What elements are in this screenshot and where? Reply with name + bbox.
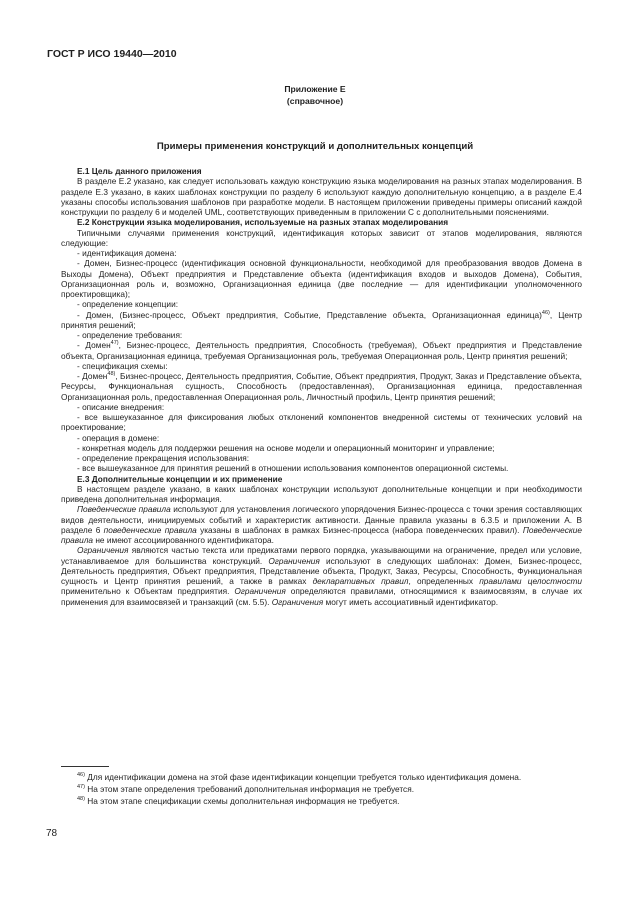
section-title: Примеры применения конструкций и дополнительных концепций	[156, 141, 474, 152]
footnotes	[61, 771, 582, 807]
paragraph-text: используют для установления логического упорядочения Бизнес-процесса с точки зрения составляющих видов деятельности, инициируемых событий и характеристик активности. Данные правила указаны в 6.3.5 и приложении А. В разделе 6	[61, 504, 582, 535]
footnote	[61, 795, 582, 807]
paragraph-text: не имеют ассоциированного идентификатора.	[93, 535, 274, 545]
term-italic: правилами целостности	[479, 576, 583, 586]
paragraph-e3-2	[61, 504, 582, 545]
footnote-ref-46[interactable]: 46)	[541, 309, 550, 316]
paragraph-text: , определенных	[408, 576, 480, 586]
footnote-ref-47[interactable]: 47)	[110, 340, 119, 347]
document-body	[61, 166, 582, 607]
list-item: - определение прекращения использования:	[77, 453, 250, 463]
list-item: - идентификация домена:	[77, 248, 177, 258]
footnote	[61, 771, 582, 783]
term-italic: Ограничения	[268, 555, 320, 566]
list-item: - определение концепции:	[77, 299, 179, 310]
page-number: 78	[46, 828, 58, 839]
appendix-title: Приложение Е	[284, 84, 346, 94]
list-item: - конкретная модель для поддержки решения на основе модели и операционный мониторинг и управление;	[77, 442, 495, 453]
footnote-text: На этом этапе спецификации схемы дополнительная информация не требуется.	[84, 796, 400, 806]
list-item: - описание внедрения:	[77, 401, 165, 412]
paragraph-e3-3	[61, 545, 582, 607]
footnote-mark: 48)	[77, 796, 85, 803]
paragraph-text: могут иметь ассоциативный идентификатор.	[323, 596, 499, 607]
paragraph-text: указаны в шаблонах в рамках Бизнес-процесса (набора поведенческих правил).	[196, 524, 523, 535]
term-italic: декларативных правил	[312, 576, 409, 586]
term-italic: Ограничения	[234, 586, 286, 597]
term-italic: Ограничения	[271, 596, 324, 607]
paragraph-text: используют в следующих шаблонах: Домен, Бизнес-процесс, Деятельность предприятия, Объект предприятия, Представление объекта, Продукт, Заказ, Ресурсы, Способность, Функциональная сущность и Центр принятия решений, а также в рамках	[61, 555, 582, 586]
list-text: - Домен	[77, 340, 111, 351]
document-header: ГОСТ Р ИСО 19440—2010	[47, 48, 177, 60]
footnote-separator	[61, 766, 109, 767]
term-italic: Ограничения	[77, 545, 129, 556]
term-italic: Поведенческие правила	[77, 504, 171, 515]
list-text: , Бизнес-процесс, Деятельность предприятия, Способность (требуемая), Объект предприятия и Представление объекта, Организационная единица, требуемая Организационная роль, требуемая Операционная роль, Центр принятия решений;	[61, 340, 582, 361]
list-text: , Бизнес-процесс, Деятельность предприятия, Событие, Объект предприятия, Продукт, Заказ и Представление объекта, Ресурсы, Функциональная сущность, Способность (предоставленная), Организационная единица, предоставленная Организационная роль, предоставленная Операционная роль, Личностный профиль, Центр принятия решений;	[61, 371, 582, 402]
paragraph-e3-1: В настоящем разделе указано, в каких шаблонах конструкции используют дополнительные концепции и при необходимости приведена дополнительная информация.	[61, 483, 582, 504]
list-item: - операция в домене:	[77, 432, 160, 443]
paragraph-text: являются частью текста или предикатами первого порядка, указывающими на ограничение, предел или условие, устанавливаемое для большинства конструкций.	[61, 545, 582, 566]
list-item: - спецификация схемы:	[77, 360, 168, 371]
footnote-mark: 47)	[77, 784, 85, 791]
paragraph-text: определяются правилами, относящимися к взаимосвязям, в случае их применения для взаимосвязей и транзакций (см. 5.5).	[61, 586, 583, 607]
list-item: - все вышеуказанное для принятия решений в отношении использования компонентов операционной системы.	[77, 463, 509, 474]
paragraph-text: применительно к Объектам предприятия.	[61, 586, 235, 597]
term-italic: Поведенческие правила	[61, 524, 582, 545]
heading-e2: Е.2 Конструкции языка моделирования, используемые на разных этапах моделирования	[77, 217, 449, 228]
list-text: , Центр принятия решений;	[61, 309, 583, 330]
list-item: - все вышеуказанное для фиксирования любых отклонений компонентов внедренной системы от технических условий на проектирование;	[61, 412, 582, 433]
list-item: - определение требования:	[77, 330, 183, 340]
list-text: - Домен	[77, 371, 108, 381]
paragraph-e2-intro: Типичными случаями применения конструкций, идентификация которых зависит от этапов моделирования, являются следующие:	[61, 227, 582, 248]
footnote-text: Для идентификации домена на этой фазе идентификации концепции требуется только идентификация домена.	[84, 772, 522, 782]
footnote-ref-48[interactable]: 48)	[107, 371, 116, 378]
heading-e3: Е.3 Дополнительные концепции и их применение	[77, 473, 283, 484]
appendix-subtitle: (справочное)	[286, 96, 344, 106]
footnote-mark: 46)	[77, 772, 85, 779]
list-item: - Домен, Бизнес-процесс (идентификация основной функциональности, необходимой для преобразования вводов Домена в Выходы Домена), Объект предприятия и Представление объекта (идентификация входов и выходов Домена), События, Организационная роль и, возможно, Организационная единица (две последние — для идентификации уполномоченного проектировщика);	[61, 258, 582, 299]
list-item	[61, 371, 582, 402]
term-italic: поведенческие правила	[103, 524, 197, 535]
heading-e1: Е.1 Цель данного приложения	[77, 166, 202, 176]
list-text: - Домен, (Бизнес-процесс, Объект предприятия, Событие, Представление объекта, Организационная единица)	[77, 309, 542, 320]
paragraph-e1: В разделе Е.2 указано, как следует использовать каждую конструкцию языка моделирования на разных этапах моделирования. В разделе Е.3 указано, в каких шаблонах конструкции по разделу 6 используют каждую дополнительную концепцию, а в разделе Е.4 указаны способы использования шаблонов при разработке модели. В настоящем приложении приведены примеры описаний каждой конструкции по разделу 6 и моделей UML, соответствующих приведенным в приложении С с дополнительными пояснениями.	[61, 176, 582, 217]
footnote-text: На этом этапе определения требований дополнительная информация не требуется.	[84, 784, 414, 794]
list-item	[61, 310, 582, 331]
list-item	[61, 340, 582, 361]
footnote	[61, 783, 582, 795]
